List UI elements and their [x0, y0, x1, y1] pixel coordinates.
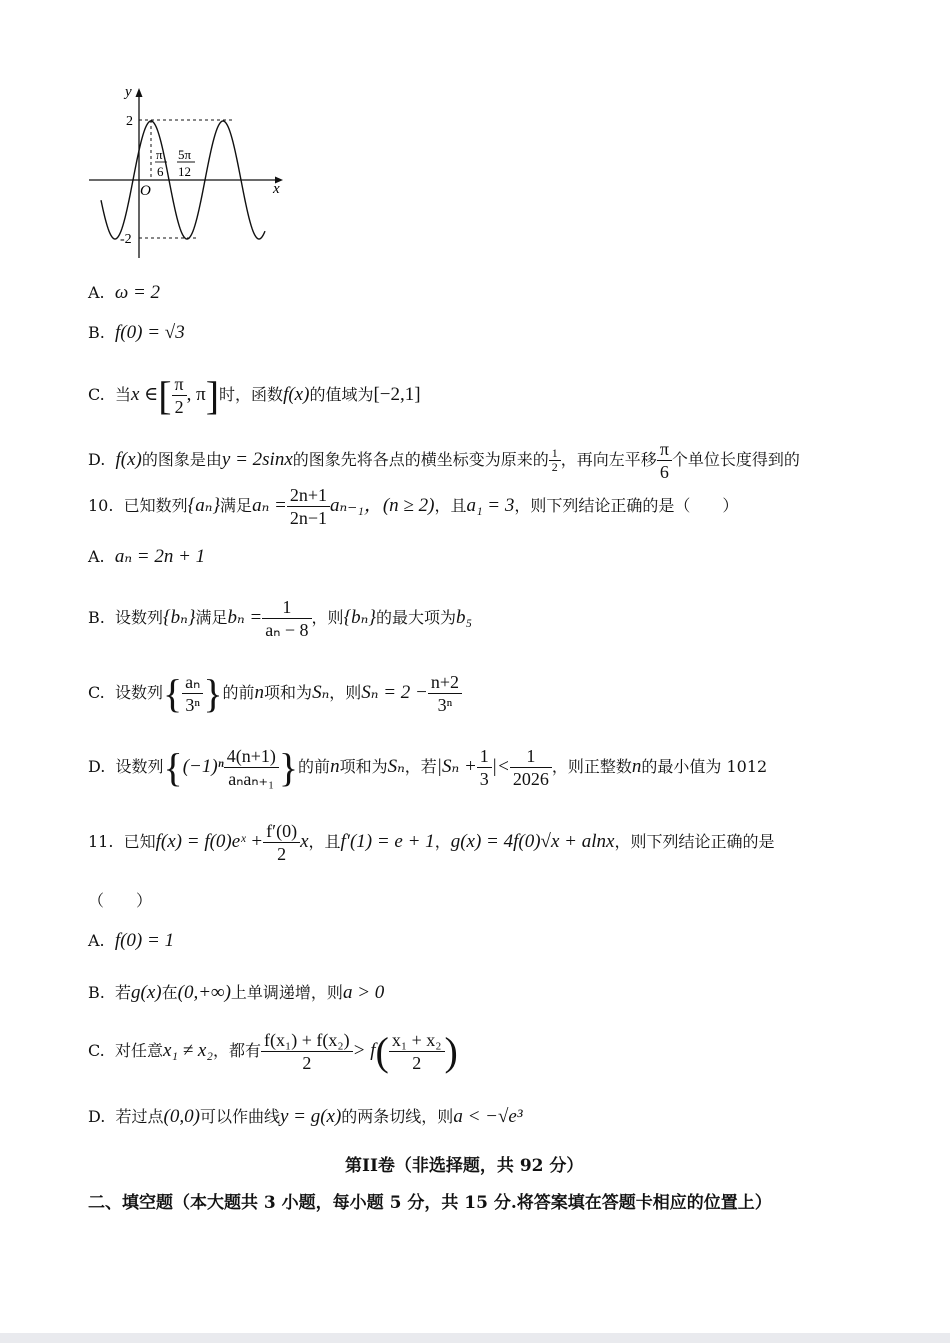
q10-stem: 10. 已知数列{aₙ}满足aₙ = $\frac{2n+1}{2n-1}$ aₙ₋₁，(n ≥ 2)，且a₁ = 3，则下列结论正确的是（ ）	[88, 485, 739, 528]
y-axis-label: y	[125, 84, 132, 100]
sine-graph	[85, 80, 295, 265]
q10-option-b: B. 设数列{bₙ}满足bₙ = $\frac{1}{\text{aₙ − 8}}$ ，则{bₙ}的最大项为b₅	[88, 597, 473, 640]
y-max-label: 2	[126, 114, 133, 129]
q10-option-c: C. 设数列{ $\frac{\text{aₙ}}{\text{3ⁿ}}$ }的前n项和为Sₙ，则Sₙ = 2 − $\frac{n+2}{\text{3ⁿ}}$	[88, 670, 462, 717]
x-axis-label: x	[273, 181, 280, 197]
origin-label: O	[140, 183, 151, 199]
part2-title: 第II卷（非选择题，共 92 分）	[345, 1156, 584, 1176]
q11-option-c: C. 对任意x₁ ≠ x₂，都有 $\frac{\text{f(x₁) + f(x₂)}}{2}$ > f( $\frac{\text{x₁ + x₂}}{2}$ )	[88, 1029, 458, 1074]
q11-option-a: A. f(0) = 1	[88, 930, 175, 951]
tick1-den: 6	[157, 164, 164, 179]
q11-option-b: B. 若g(x)在(0,+∞)上单调递增，则a > 0	[88, 982, 385, 1003]
q11-stem: 11. 已知f(x) = f(0)eˣ + $\frac{f'(0)}{2}$ x，且f′(1) = e + 1，g(x) = 4f(0)√x + alnx，则下列结论正确的是	[88, 821, 775, 864]
y-axis-arrow	[136, 88, 143, 97]
page-bottom-edge	[0, 1333, 950, 1343]
q9-option-d: D. f(x)的图象是由y = 2sinx的图象先将各点的横坐标变为原来的 $\frac{1}{2}$ ，再向左平移 $\frac{\pi}{6}$ 个单位长度得到的	[88, 439, 800, 482]
y-min-label: -2	[120, 232, 132, 247]
tick1-num: π	[156, 147, 163, 162]
q10-option-d: D. 设数列{(−1)ⁿ $\frac{4(n+1)}{\text{aₙaₙ₊₁}}$ }的前n项和为Sₙ，若|Sₙ + $\frac{1}{3}$ |< $\frac{1}{2026}$ ，则正整数n的最小值为 1012	[88, 745, 768, 790]
q9-option-b: B. f(0) = √3	[88, 322, 185, 343]
tick2-num: 5π	[178, 147, 192, 162]
tick2-den: 12	[178, 164, 191, 179]
fill-in-section-heading: 二、填空题（本大题共 3 小题，每小题 5 分，共 15 分.将答案填在答题卡相应的位置上）	[88, 1193, 772, 1213]
q9-option-c: C. 当x ∈[ $\frac{\pi}{2}$ , π]时，函数f(x)的值域为[−2,1]	[88, 373, 421, 418]
q10-option-a: A. aₙ = 2n + 1	[88, 546, 206, 567]
q9-option-a: A. ω = 2	[88, 282, 161, 303]
q11-blank: （ ）	[88, 891, 153, 910]
q11-option-d: D. 若过点(0,0)可以作曲线y = g(x)的两条切线，则a < −√e³	[88, 1106, 523, 1127]
